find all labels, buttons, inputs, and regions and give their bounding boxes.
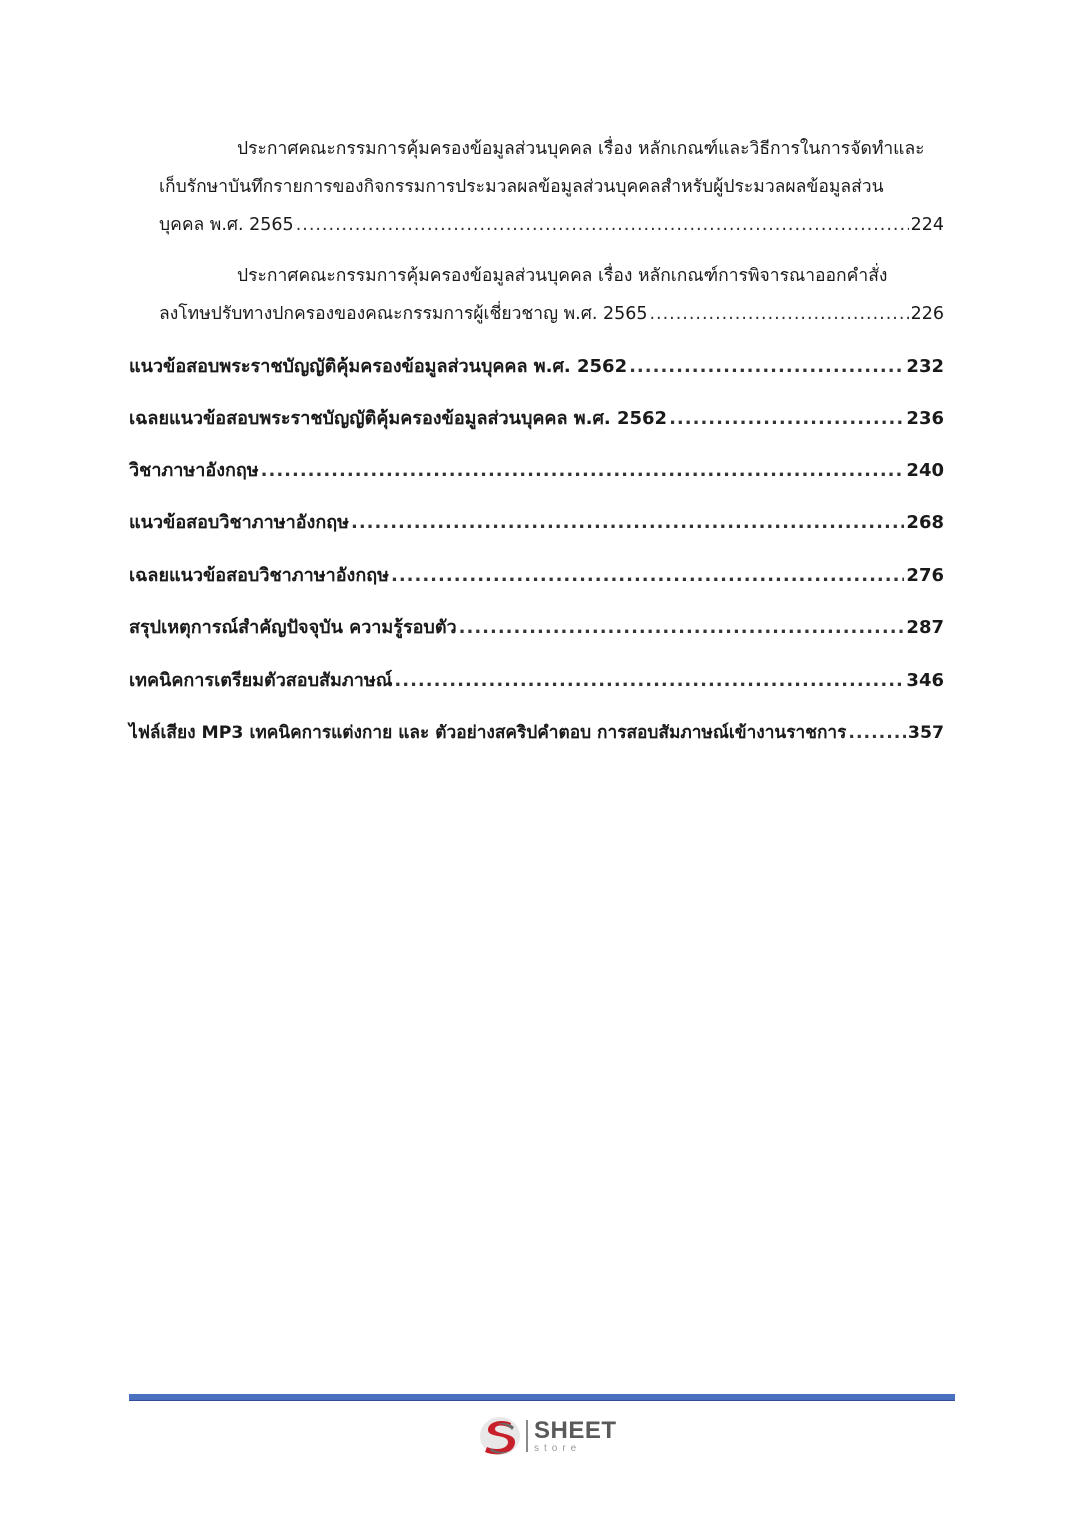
toc-main-entry-title: วิชาภาษาอังกฤษ — [129, 460, 259, 481]
dot-leader — [296, 206, 909, 244]
toc-page-number: 357 — [907, 723, 944, 743]
toc-main-entry-title: ไฟล์เสียง MP3 เทคนิคการแต่งกาย และ ตัวอย่างสคริปคำตอบ การสอบสัมภาษณ์เข้างานราชการ — [129, 723, 847, 743]
toc-page-number: 276 — [906, 565, 944, 586]
toc-page-number: 287 — [906, 617, 944, 638]
toc-main-entry[interactable] — [129, 666, 944, 696]
toc-main-entry[interactable] — [129, 508, 944, 538]
toc-sub-entry[interactable] — [159, 257, 944, 333]
dot-leader — [629, 352, 904, 382]
footer-rule — [129, 1394, 955, 1401]
toc-main-entry[interactable] — [129, 352, 944, 382]
logo-subtext: store — [534, 1442, 582, 1454]
sheet-store-logo — [478, 1414, 628, 1458]
dot-leader — [394, 666, 904, 696]
dot-leader — [669, 404, 904, 434]
toc-sub-entry-line: เก็บรักษาบันทึกรายการของกิจกรรมการประมวลผลข้อมูลส่วนบุคคลสำหรับผู้ประมวลผลข้อมูลส่วน — [159, 177, 884, 197]
dot-leader — [261, 456, 905, 486]
toc-main-entry-title: แนวข้อสอบวิชาภาษาอังกฤษ — [129, 512, 349, 533]
toc-page-number: 224 — [910, 215, 944, 235]
toc-sub-entry-last-line: บุคคล พ.ศ. 2565 — [159, 215, 294, 235]
toc-page-number: 268 — [906, 512, 944, 533]
toc-page-number: 240 — [906, 460, 944, 481]
dot-leader — [649, 295, 908, 333]
toc-page-number: 236 — [906, 408, 944, 429]
toc-main-entry-title: เฉลยแนวข้อสอบพระราชบัญญัติคุ้มครองข้อมูลส่วนบุคคล พ.ศ. 2562 — [129, 408, 668, 429]
dot-leader — [848, 718, 906, 748]
logo-separator — [526, 1420, 528, 1452]
toc-main-entry[interactable] — [129, 456, 944, 486]
dot-leader — [351, 508, 904, 538]
dot-leader — [459, 613, 905, 643]
toc-main-entry-title: สรุปเหตุการณ์สำคัญปัจจุบัน ความรู้รอบตัว — [129, 617, 457, 638]
toc-sub-entry-line: ประกาศคณะกรรมการคุ้มครองข้อมูลส่วนบุคคล เรื่อง หลักเกณฑ์และวิธีการในการจัดทำและ — [237, 139, 925, 159]
toc-page-number: 232 — [906, 356, 944, 377]
dot-leader — [391, 561, 904, 591]
toc-page-number: 226 — [910, 304, 944, 324]
toc-main-entry-title: เทคนิคการเตรียมตัวสอบสัมภาษณ์ — [129, 670, 393, 691]
toc-main-entry[interactable] — [129, 613, 944, 643]
toc-main-entry[interactable] — [129, 561, 944, 591]
toc-main-entry[interactable] — [129, 718, 944, 748]
toc-sub-entry-last-line: ลงโทษปรับทางปกครองของคณะกรรมการผู้เชี่ยวชาญ พ.ศ. 2565 — [159, 304, 648, 324]
toc-main-entry-title: เฉลยแนวข้อสอบวิชาภาษาอังกฤษ — [129, 565, 389, 586]
toc-page-number: 346 — [906, 670, 944, 691]
toc-main-entry-title: แนวข้อสอบพระราชบัญญัติคุ้มครองข้อมูลส่วนบุคคล พ.ศ. 2562 — [129, 356, 628, 377]
toc-sub-entry[interactable] — [159, 130, 944, 244]
toc-sub-entry-line: ประกาศคณะกรรมการคุ้มครองข้อมูลส่วนบุคคล เรื่อง หลักเกณฑ์การพิจารณาออกคำสั่ง — [237, 266, 888, 286]
sheet-store-logo-icon — [478, 1414, 522, 1458]
toc-main-entry[interactable] — [129, 404, 944, 434]
logo-text: SHEET — [534, 1416, 617, 1444]
